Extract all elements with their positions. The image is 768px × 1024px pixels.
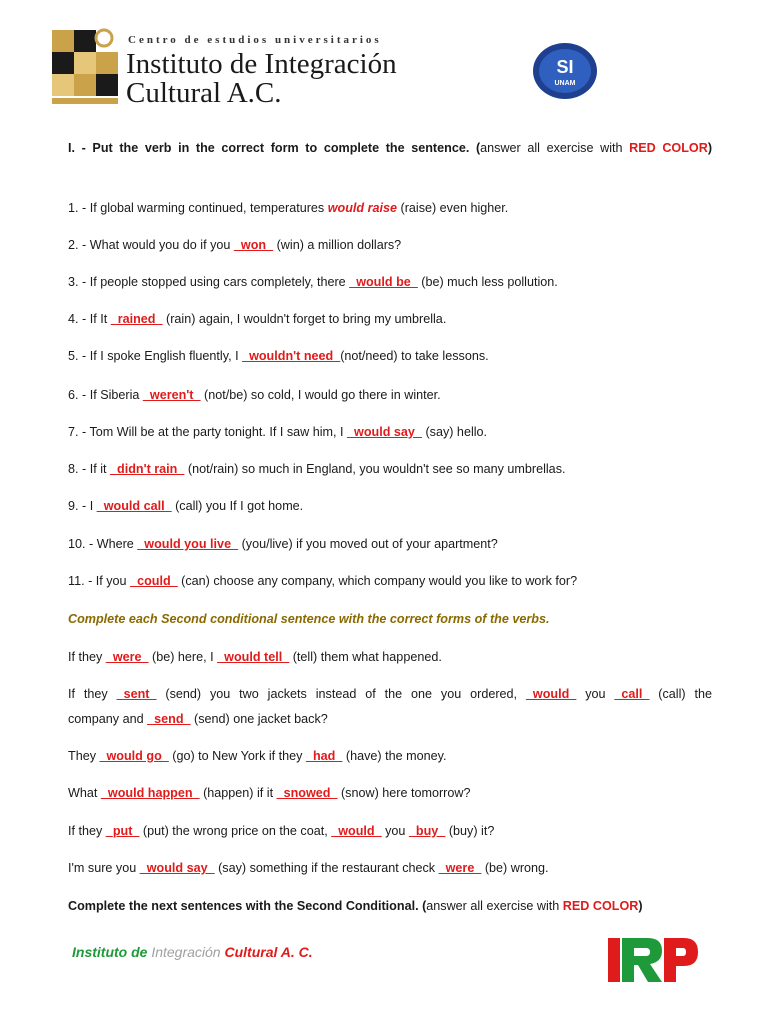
sentence-7: 7. - Tom Will be at the party tonight. If I saw him, I _would say_ (say) hello.	[68, 425, 488, 439]
answer: _could_	[130, 574, 178, 588]
answer: would raise	[327, 201, 397, 215]
sentence-3: 3. - If people stopped using cars completely, there _would be_ (be) much less pollution.	[68, 275, 558, 289]
conditional-3: They _would go_ (go) to New York if they _had_ (have) the money.	[68, 749, 447, 763]
answer: _call_	[614, 687, 650, 701]
answer: _rained_	[110, 312, 163, 326]
answer: _won_	[233, 238, 274, 252]
conditional-1: If they _were_ (be) here, I _would tell_ (tell) them what happened.	[68, 650, 442, 664]
answer: _didn't rain_	[110, 462, 185, 476]
answer: _would call_	[96, 499, 172, 513]
page-header	[46, 20, 606, 120]
answer: _would go_	[99, 749, 169, 763]
answer: _would tell_	[217, 650, 290, 664]
si-logo-text: SI	[556, 57, 574, 77]
institute-name-line2: Cultural A.C.	[126, 77, 282, 109]
sentence-5: 5. - If I spoke English fluently, I _wouldn't need_(not/need) to take lessons.	[68, 349, 489, 363]
conditional-2-line2: company and _send_ (send) one jacket back?	[68, 712, 328, 726]
conditional-2-line1: If they _sent_ (send) you two jackets instead of the one you ordered, _would_ you _call_ (call) the	[68, 687, 712, 701]
sentence-11: 11. - If you _could_ (can) choose any company, which company would you like to work for?	[68, 574, 578, 588]
answer: _would say_	[347, 425, 422, 439]
si-unam-logo-icon	[530, 40, 600, 102]
red-color-label: RED COLOR	[629, 141, 708, 155]
sentence-9: 9. - I _would call_ (call) you If I got home.	[68, 499, 304, 513]
footer-institute-name: Instituto de Integración Cultural A. C.	[72, 944, 313, 960]
sentence-6: 6. - If Siberia _weren't_ (not/be) so cold, I would go there in winter.	[68, 388, 441, 402]
sentence-4: 4. - If It _rained_ (rain) again, I wouldn't forget to bring my umbrella.	[68, 312, 447, 326]
answer: _sent_	[116, 687, 157, 701]
answer: _would be_	[349, 275, 418, 289]
answer: _snowed_	[276, 786, 338, 800]
irp-logo-icon	[608, 934, 698, 984]
answer: _were_	[438, 861, 482, 875]
answer: _were_	[105, 650, 149, 664]
section2-title: Complete each Second conditional sentence with the correct forms of the verbs.	[68, 612, 550, 626]
answer: _wouldn't need_	[242, 349, 341, 363]
answer: _weren't_	[142, 388, 201, 402]
answer: _put_	[105, 824, 140, 838]
answer: _would happen_	[100, 786, 200, 800]
answer: _would_	[525, 687, 577, 701]
answer: _would say_	[139, 861, 215, 875]
section3-instruction: answer all exercise with	[426, 899, 563, 913]
answer: _buy_	[408, 824, 446, 838]
section1-title: I. - Put the verb in the correct form to complete the sentence.	[68, 141, 470, 155]
section1-instruction: answer all exercise with	[480, 141, 630, 155]
institute-name-line1: Instituto de Integración	[126, 48, 397, 80]
institute-name	[126, 50, 397, 108]
institute-logo-icon	[50, 24, 122, 108]
sentence-8: 8. - If it _didn't rain_ (not/rain) so much in England, you wouldn't see so many umbrellas.	[68, 462, 566, 476]
sentence-2: 2. - What would you do if you _won_ (win) a million dollars?	[68, 238, 402, 252]
sentence-10: 10. - Where _would you live_ (you/live) if you moved out of your apartment?	[68, 537, 498, 551]
conditional-4: What _would happen_ (happen) if it _snowed_ (snow) here tomorrow?	[68, 786, 471, 800]
section1-heading: I. - Put the verb in the correct form to complete the sentence. (answer all exercise with RED COLOR)	[68, 141, 713, 155]
center-subtitle: Centro de estudios universitarios	[128, 34, 382, 46]
section3-title: Complete the next sentences with the Second Conditional.	[68, 899, 419, 913]
answer: _had_	[305, 749, 343, 763]
conditional-6: I'm sure you _would say_ (say) something if the restaurant check _were_ (be) wrong.	[68, 861, 549, 875]
answer: _send_	[147, 712, 191, 726]
answer: _would_	[331, 824, 382, 838]
red-color-label: RED COLOR	[562, 899, 639, 913]
sentence-1: 1. - If global warming continued, temperatures would raise (raise) even higher.	[68, 201, 509, 215]
conditional-5: If they _put_ (put) the wrong price on the coat, _would_ you _buy_ (buy) it?	[68, 824, 495, 838]
answer: _would you live_	[137, 537, 239, 551]
section3-heading: Complete the next sentences with the Second Conditional. (answer all exercise with RED COLOR)	[68, 899, 643, 913]
si-logo-subtext: UNAM	[554, 80, 576, 87]
